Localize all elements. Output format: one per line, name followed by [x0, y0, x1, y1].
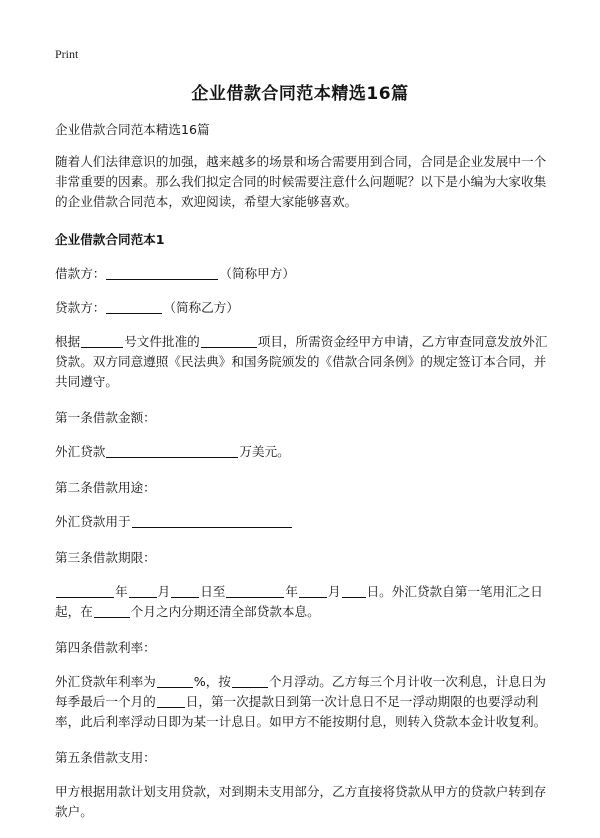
article5-heading: 第五条借款支用： — [55, 750, 156, 765]
lender-label: 贷款方： — [55, 300, 106, 315]
article4-heading: 第四条借款利率： — [55, 640, 156, 655]
article3-tail: 个月之内分期还清全部贷款本息。 — [130, 604, 320, 619]
article3-heading: 第三条借款期限： — [55, 550, 156, 565]
article2-heading: 第二条借款用途： — [55, 480, 156, 495]
lender-blank — [106, 299, 162, 314]
end-month-blank — [299, 583, 327, 598]
basis-part1: 根据 — [55, 334, 81, 349]
basis-paragraph — [55, 332, 550, 392]
document-subtitle: 企业借款合同范本精选16篇 — [55, 122, 210, 137]
end-month-label: 月 — [327, 584, 341, 599]
article5-body: 甲方根据用款计划支用贷款，对到期未支用部分，乙方直接将贷款从甲方的贷款户转到存款户。 — [55, 784, 547, 819]
article4-body — [55, 672, 550, 732]
start-month-label: 月 — [157, 584, 171, 599]
article1-heading: 第一条借款金额： — [55, 410, 156, 425]
article4-part3: 个月浮动。乙方每三个月计收一次利息，计息日为每季最后一个月的 — [55, 674, 546, 709]
article3-body — [55, 582, 550, 622]
float-months-blank — [232, 673, 268, 688]
intro-paragraph: 随着人们法律意识的加强，越来越多的场景和场合需要用到合同，合同是企业发展中一个非常重要的因素。那么我们拟定合同的时候需要注意什么问题呢？以下是小编为大家收集的企业借款合同范本，欢迎阅读，希望大家能够喜欢。 — [55, 154, 547, 209]
end-year-label: 年 — [285, 584, 298, 599]
repay-months-blank — [94, 603, 130, 618]
start-day-blank — [171, 583, 199, 598]
end-year-blank — [226, 583, 284, 598]
loan-purpose-blank — [132, 513, 292, 528]
article2-body — [55, 512, 550, 532]
start-year-blank — [56, 583, 114, 598]
end-day-blank — [342, 583, 366, 598]
print-link[interactable]: Print — [55, 47, 79, 61]
loan-amount-blank — [106, 443, 238, 458]
document-number-blank — [81, 333, 123, 348]
article1-prefix: 外汇贷款 — [55, 444, 106, 459]
borrower-line — [55, 264, 550, 284]
article4-part2: %，按 — [193, 674, 231, 689]
article2-prefix: 外汇贷款用于 — [55, 514, 131, 529]
basis-part3: 项目，所需资金经甲方申请，乙方审查同意发放外汇贷款。双方同意遵照《民法典》和国务院颁发的《借款合同条例》的规定签订本合同，并共同遵守。 — [55, 334, 548, 389]
project-blank — [201, 333, 257, 348]
page-title: 企业借款合同范本精选16篇 — [191, 84, 409, 104]
interest-rate-blank — [157, 673, 193, 688]
article1-suffix: 万美元。 — [239, 444, 290, 459]
borrower-blank — [106, 265, 218, 280]
start-day-label: 日至 — [200, 584, 226, 599]
borrower-note: （简称甲方） — [219, 266, 295, 281]
borrower-label: 借款方： — [55, 266, 106, 281]
lender-line — [55, 298, 550, 318]
end-day-label: 日。外汇贷款自第一笔用汇之日起，在 — [55, 584, 543, 619]
article4-part1: 外汇贷款年利率为 — [55, 674, 156, 689]
start-year-label: 年 — [115, 584, 128, 599]
article4-part4: 日，第一次提款日到第一次计息日不足一浮动期限的也要浮动利率，此后利率浮动日即为某一计息日。如甲方不能按期付息，则转入贷款本金计收复利。 — [55, 694, 547, 729]
interest-day-blank — [157, 693, 185, 708]
article1-body — [55, 442, 550, 462]
basis-part2: 号文件批准的 — [124, 334, 200, 349]
section-heading: 企业借款合同范本1 — [55, 232, 165, 247]
start-month-blank — [129, 583, 157, 598]
document-body — [55, 120, 550, 838]
lender-note: （简称乙方） — [163, 300, 239, 315]
